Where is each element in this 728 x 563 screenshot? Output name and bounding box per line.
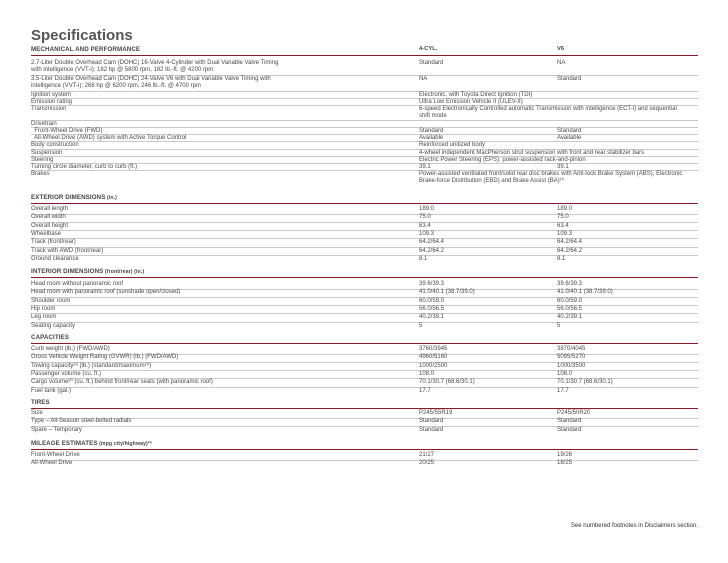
row-divider (31, 156, 698, 157)
row-divider (31, 91, 698, 92)
mileage-section-header: MILEAGE ESTIMATES (mpg city/highway)²⁶ (31, 440, 153, 447)
spec-value-v6: 60.0/59.0 (557, 297, 583, 304)
row-divider (31, 460, 698, 461)
spec-value-4cyl: 40.2/39.1 (419, 314, 445, 321)
spec-label: Spare – Temporary (31, 426, 82, 433)
spec-value-v6: 63.4 (557, 222, 569, 229)
spec-value-v6: 19/26 (557, 452, 573, 458)
spec-value-4cyl: 39.1 (419, 164, 431, 170)
spec-value-4cyl: Available (419, 135, 444, 141)
spec-value-v6: Available (557, 135, 582, 141)
spec-label: Track with AWD (front/rear) (31, 247, 104, 254)
exterior-section-header: EXTERIOR DIMENSIONS (in.) (31, 194, 118, 201)
spec-value-4cyl: 4960/5160 (419, 354, 448, 361)
spec-label: Curb weight (lb.) (FWD/AWD) (31, 346, 110, 352)
spec-value-4cyl: P245/55R19 (419, 410, 453, 416)
spec-label: Drivetrain (31, 121, 57, 127)
footnote-text: See numbered footnotes in Disclaimers section. (570, 523, 698, 529)
spec-value-4cyl: 56.0/56.5 (419, 305, 445, 312)
spec-value-4cyl: Ultra Low Emission Vehicle II (ULEV-II) (419, 99, 523, 105)
page-title: Specifications (31, 27, 133, 44)
row-divider (31, 426, 698, 427)
spec-label: Seating capacity (31, 322, 76, 329)
spec-value-4cyl: NA (419, 76, 428, 82)
spec-value-v6: 17.7 (557, 387, 569, 394)
spec-value-v6: P245/50R20 (557, 410, 591, 416)
spec-label: Front-Wheel Drive (31, 452, 80, 458)
spec-value-4cyl: 189.0 (419, 206, 435, 212)
spec-label: Body construction (31, 142, 79, 148)
spec-label: Ground clearance (31, 255, 79, 262)
interior-unit-label: (front/rear) (in.) (103, 269, 145, 275)
spec-label: Transmission (31, 106, 67, 112)
spec-value-v6: 3870/4045 (557, 346, 586, 352)
spec-value-4cyl: Standard (419, 60, 444, 66)
spec-value-v6: 18/25 (557, 460, 573, 467)
col-header-4cyl: 4-CYL. (419, 46, 438, 52)
spec-value-4cyl: 4-wheel independent MacPherson strut suspension with front and rear stabilizer bars (419, 150, 645, 156)
mileage-unit-label: (mpg city/highway)²⁶ (97, 441, 153, 447)
spec-value-v6: 5095/5270 (557, 354, 586, 361)
row-divider (31, 313, 698, 314)
spec-value-v6: 56.0/56.5 (557, 305, 583, 312)
spec-value-v6: 64.2/64.4 (557, 239, 583, 246)
spec-label: Type – All-Season steel-belted radials (31, 418, 132, 425)
spec-value-4cyl: 109.3 (419, 230, 435, 237)
row-divider (31, 141, 698, 142)
row-divider (31, 322, 698, 323)
mechanical-header-rule (31, 55, 698, 56)
row-divider (31, 230, 698, 231)
row-divider (31, 127, 698, 128)
row-divider (31, 305, 698, 306)
spec-label: Head room with panoramic roof (sunshade open/closed) (31, 289, 181, 296)
capacities-section-header: CAPACITIES (31, 334, 70, 341)
spec-value-4cyl: 6-speed Electronically Controlled automatic Transmission with intelligence (ECT-i) and sequential shift mode (419, 106, 677, 120)
spec-label: Size (31, 410, 43, 416)
exterior-header-rule (31, 203, 698, 204)
spec-value-4cyl: 39.6/39.3 (419, 281, 445, 287)
spec-value-v6: 109.3 (557, 230, 573, 237)
spec-value-v6: Standard (557, 418, 582, 425)
spec-value-v6: NA (557, 60, 566, 66)
spec-label: Shoulder room (31, 297, 71, 304)
spec-label: Emission rating (31, 99, 73, 105)
row-divider (31, 387, 698, 388)
spec-value-v6: Standard (557, 128, 582, 134)
spec-label: 2.7-Liter Double Overhead Cam (DOHC) 16-Valve 4-Cylinder with Dual Variable Valve Timing with intelligence (VVT-i); 182 hp @ 5800 rpm, 182 lb.-ft. @ 4200 rpm (31, 60, 279, 74)
spec-label: Leg room (31, 314, 57, 321)
spec-value-4cyl: Electric Power Steering (EPS); power-assisted rack-and-pinion (419, 157, 586, 163)
tires-header-rule (31, 408, 698, 409)
spec-label: Overall height (31, 222, 69, 229)
mechanical-section-header: MECHANICAL AND PERFORMANCE (31, 46, 141, 53)
tires-section-header: TIRES (31, 399, 50, 406)
mileage-header-rule (31, 449, 698, 450)
spec-label: Wheelbase (31, 230, 62, 237)
spec-value-4cyl: Standard (419, 418, 444, 425)
spec-label: Track (front/rear) (31, 239, 76, 246)
interior-section-header: INTERIOR DIMENSIONS (front/rear) (in.) (31, 268, 145, 275)
spec-value-4cyl: 70.1/30.7 (68.6/30.1) (419, 379, 475, 386)
spec-label: Brakes (31, 171, 50, 177)
spec-value-4cyl: 5 (419, 322, 423, 329)
capacities-header-rule (31, 343, 698, 344)
spec-value-v6: Standard (557, 426, 582, 433)
spec-label: Overall length (31, 206, 69, 212)
spec-label: Passenger volume (cu. ft.) (31, 370, 102, 377)
spec-label: All-Wheel Drive (AWD) system with Active Torque Control (31, 135, 187, 141)
spec-value-4cyl: Electronic, with Toyota Direct Ignition (TDI) (419, 92, 533, 98)
col-header-v6: V6 (557, 46, 565, 52)
spec-value-4cyl: 21/27 (419, 452, 435, 458)
spec-label: Turning circle diameter, curb to curb (ft.) (31, 164, 138, 170)
spec-value-4cyl: 75.0 (419, 214, 431, 221)
spec-value-v6: 1000/3500 (557, 362, 586, 369)
spec-value-v6: 189.0 (557, 206, 573, 212)
spec-label: 3.5-Liter Double Overhead Cam (DOHC) 24-Valve V6 with Dual Variable Valve Timing with intelligence (VVT-i); 268 hp @ 6200 rpm, 246 lb.-ft. @ 4700 rpm (31, 76, 271, 90)
row-divider (31, 120, 698, 121)
spec-value-4cyl: 108.0 (419, 370, 435, 377)
spec-label: Towing capacity²⁸ (lb.) (standard/maximum²⁹) (31, 362, 152, 369)
spec-value-v6: 8.1 (557, 255, 566, 262)
spec-value-4cyl: 63.4 (419, 222, 431, 229)
spec-value-v6: 39.1 (557, 164, 569, 170)
row-divider (31, 255, 698, 256)
spec-value-4cyl: 1000/2500 (419, 362, 448, 369)
spec-label: Fuel tank (gal.) (31, 387, 72, 394)
spec-value-v6: 41.0/40.1 (38.7/39.0) (557, 289, 613, 296)
spec-value-v6: 70.1/30.7 (68.6/30.1) (557, 379, 613, 386)
spec-value-4cyl: Standard (419, 128, 444, 134)
row-divider (31, 214, 698, 215)
spec-value-4cyl: 64.2/64.2 (419, 247, 445, 254)
row-divider (31, 297, 698, 298)
spec-label: Head room without panoramic roof (31, 281, 124, 287)
row-divider (31, 98, 698, 99)
spec-value-v6: 5 (557, 322, 561, 329)
row-divider (31, 370, 698, 371)
interior-header-rule (31, 277, 698, 278)
exterior-unit-label: (in.) (105, 195, 118, 201)
spec-label: Steering (31, 157, 54, 163)
row-divider (31, 222, 698, 223)
spec-label: Gross Vehicle Weight Rating (GVWR) (lb.) (FWD/AWD) (31, 354, 179, 361)
spec-value-4cyl: 20/25 (419, 460, 435, 467)
spec-label: Hip room (31, 305, 56, 312)
spec-value-4cyl: Power-assisted ventilated front/solid rear disc brakes with Anti-lock Brake System (ABS), Electronic Brake-force Distribution (EBD) and Brake Assist (BA)¹⁰ (419, 171, 683, 185)
spec-value-v6: 75.0 (557, 214, 569, 221)
row-divider (31, 247, 698, 248)
spec-label: All-Wheel Drive (31, 460, 73, 467)
spec-value-4cyl: 17.7 (419, 387, 431, 394)
spec-value-4cyl: 3760/3945 (419, 346, 448, 352)
spec-value-4cyl: Reinforced unitized body (419, 142, 486, 148)
spec-value-4cyl: 64.2/64.4 (419, 239, 445, 246)
spec-label: Front-Wheel Drive (FWD) (31, 128, 103, 134)
spec-value-v6: 40.2/39.1 (557, 314, 583, 321)
spec-label: Overall width (31, 214, 66, 221)
spec-value-v6: 108.0 (557, 370, 573, 377)
spec-value-4cyl: 41.0/40.1 (38.7/39.0) (419, 289, 475, 296)
spec-value-4cyl: Standard (419, 426, 444, 433)
spec-value-4cyl: 8.1 (419, 255, 428, 262)
spec-value-4cyl: 60.0/59.0 (419, 297, 445, 304)
row-divider (31, 238, 698, 239)
spec-label: Cargo volume³⁰ (cu. ft.) behind front/rear seats (with panoramic roof) (31, 379, 213, 386)
spec-value-v6: Standard (557, 76, 582, 82)
spec-label: Ignition system (31, 92, 72, 98)
spec-label: Suspension (31, 150, 63, 156)
spec-value-v6: 64.2/64.2 (557, 247, 583, 254)
spec-value-v6: 39.6/39.3 (557, 281, 583, 287)
